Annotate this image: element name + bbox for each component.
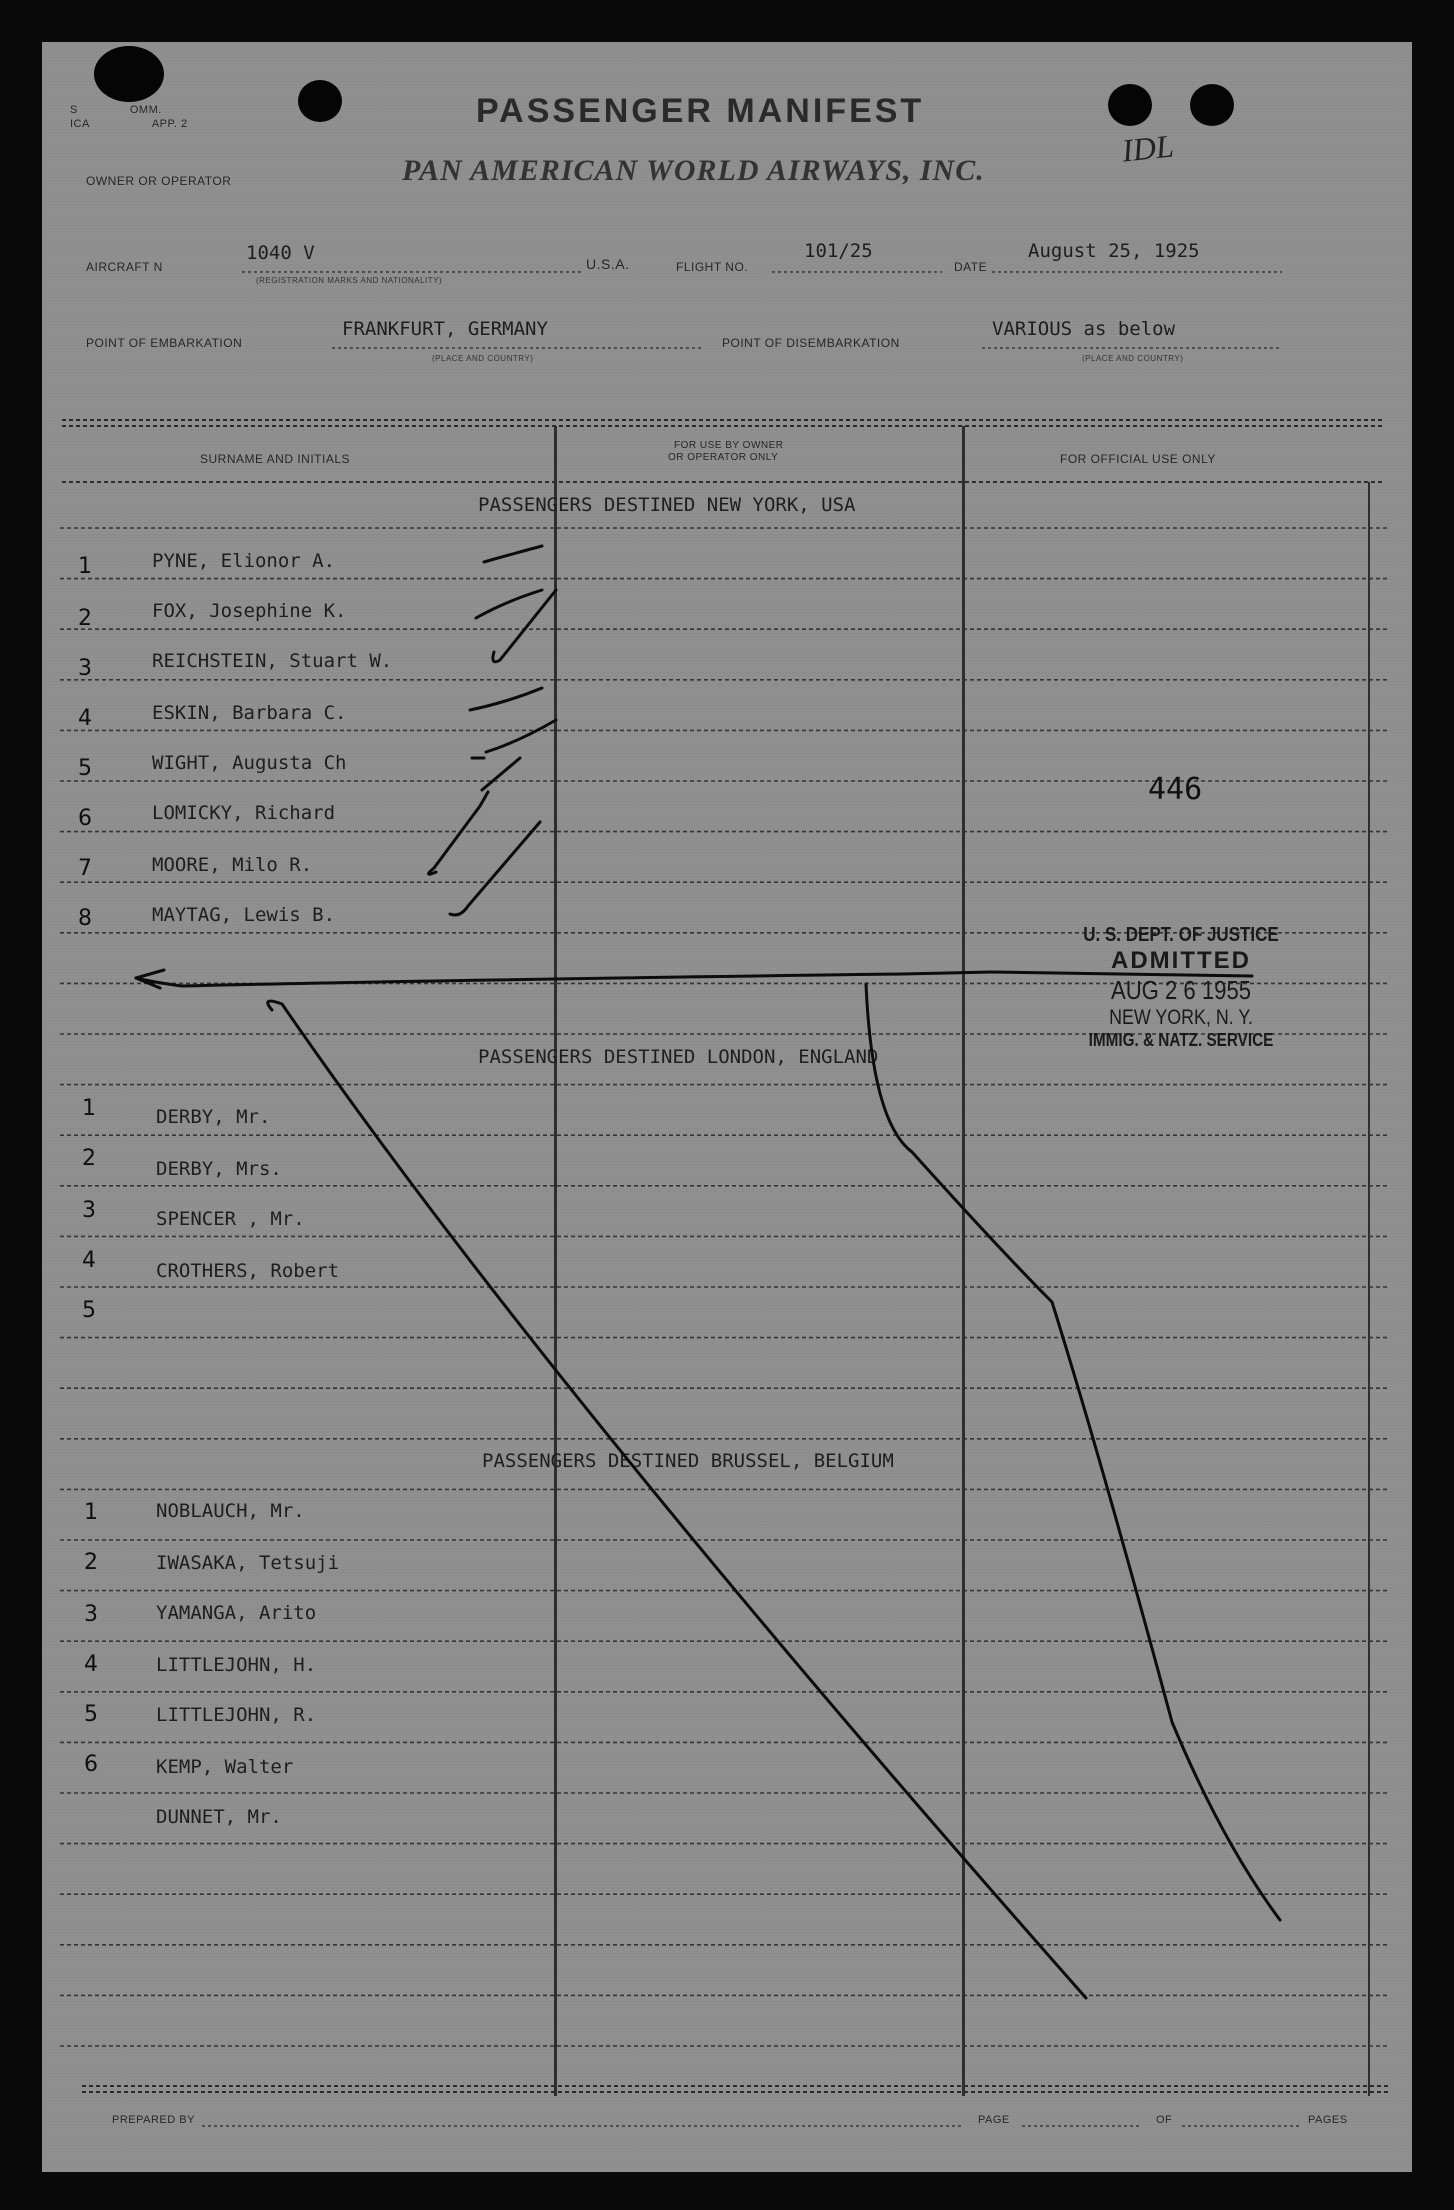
passenger-name: IWASAKA, Tetsuji — [156, 1552, 340, 1574]
passenger-name: ESKIN, Barbara C. — [152, 702, 347, 724]
passenger-name: MOORE, Milo R. — [152, 854, 313, 876]
passenger-name: LOMICKY, Richard — [152, 802, 336, 824]
passenger-name: CROTHERS, Robert — [156, 1260, 340, 1282]
margin-note: IDL — [1120, 127, 1176, 169]
stamp-line: ADMITTED — [1111, 947, 1251, 974]
passenger-name: FOX, Josephine K. — [152, 600, 347, 622]
column-owner-use-1: FOR USE BY OWNER — [674, 440, 784, 451]
row-number: 5 — [84, 1702, 98, 1727]
prepared-label: PREPARED BY — [112, 2114, 195, 2126]
row-number: 2 — [84, 1550, 98, 1575]
manifest-sheet — [42, 42, 1412, 2172]
usa-label: U.S.A. — [586, 256, 630, 272]
row-number: 8 — [78, 906, 92, 931]
aircraft-sub: (REGISTRATION MARKS AND NATIONALITY) — [256, 276, 443, 285]
row-number: 4 — [82, 1248, 96, 1273]
section-heading-new-york: PASSENGERS DESTINED NEW YORK, USA — [478, 494, 856, 516]
passenger-name: LITTLEJOHN, H. — [156, 1654, 317, 1676]
stamp-line: IMMIG. & NATZ. SERVICE — [1088, 1030, 1274, 1050]
column-surname: SURNAME AND INITIALS — [200, 452, 351, 466]
flight-value: 101/25 — [804, 240, 873, 262]
column-divider — [1368, 482, 1370, 2096]
passenger-name: KEMP, Walter — [156, 1756, 294, 1778]
admission-stamp — [1056, 924, 1306, 1051]
date-label: DATE — [954, 260, 988, 274]
form-id-line2: ICA APP. 2 — [70, 118, 188, 130]
row-number: 6 — [78, 806, 92, 831]
passenger-name: PYNE, Elionor A. — [152, 550, 336, 572]
column-divider — [554, 426, 557, 2096]
disembark-label: POINT OF DISEMBARKATION — [722, 336, 900, 350]
row-number: 3 — [84, 1602, 98, 1627]
row-number: 2 — [78, 606, 92, 631]
row-number: 4 — [84, 1652, 98, 1677]
row-number: 4 — [78, 706, 92, 731]
embark-value: FRANKFURT, GERMANY — [342, 318, 548, 340]
form-id-line1: S OMM. — [70, 104, 162, 116]
aircraft-label: AIRCRAFT N — [86, 260, 163, 274]
passenger-name: SPENCER , Mr. — [156, 1208, 305, 1230]
row-number: 7 — [78, 856, 92, 881]
row-number: 2 — [82, 1146, 96, 1171]
column-owner-use-2: OR OPERATOR ONLY — [668, 452, 779, 463]
row-number: 5 — [78, 756, 92, 781]
column-divider — [962, 426, 965, 2096]
row-number: 1 — [82, 1096, 96, 1121]
passenger-name: DERBY, Mr. — [156, 1106, 271, 1128]
disembark-value: VARIOUS as below — [992, 318, 1176, 340]
row-number: 3 — [78, 656, 92, 681]
aircraft-value: 1040 V — [246, 242, 315, 264]
page-title: PASSENGER MANIFEST — [476, 92, 925, 130]
row-number: 6 — [84, 1752, 98, 1777]
section-heading-brussel: PASSENGERS DESTINED BRUSSEL, BELGIUM — [482, 1450, 894, 1472]
passenger-name: LITTLEJOHN, R. — [156, 1704, 317, 1726]
row-number: 1 — [78, 554, 92, 579]
owner-value: PAN AMERICAN WORLD AIRWAYS, INC. — [402, 154, 985, 187]
passenger-name: MAYTAG, Lewis B. — [152, 904, 336, 926]
date-value: August 25, 1925 — [1028, 240, 1200, 262]
passenger-name: DUNNET, Mr. — [156, 1806, 282, 1828]
official-number: 446 — [1148, 772, 1203, 807]
flight-label: FLIGHT NO. — [676, 260, 749, 274]
stamp-line: U. S. DEPT. OF JUSTICE — [1083, 924, 1279, 946]
pages-label: PAGES — [1308, 2114, 1348, 2126]
passenger-name: DERBY, Mrs. — [156, 1158, 282, 1180]
stamp-line: NEW YORK, N. Y. — [1109, 1006, 1253, 1029]
row-number: 5 — [82, 1298, 96, 1323]
row-number: 1 — [84, 1500, 98, 1525]
embark-label: POINT OF EMBARKATION — [86, 336, 243, 350]
owner-label: OWNER OR OPERATOR — [86, 174, 232, 188]
embark-sub: (PLACE AND COUNTRY) — [432, 354, 534, 363]
page-label: PAGE — [978, 2114, 1010, 2126]
passenger-name: NOBLAUCH, Mr. — [156, 1500, 305, 1522]
disembark-sub: (PLACE AND COUNTRY) — [1082, 354, 1184, 363]
passenger-name: YAMANGA, Arito — [156, 1602, 317, 1624]
passenger-name: REICHSTEIN, Stuart W. — [152, 650, 393, 672]
row-number: 3 — [82, 1198, 96, 1223]
of-label: OF — [1156, 2114, 1173, 2126]
section-heading-london: PASSENGERS DESTINED LONDON, ENGLAND — [478, 1046, 879, 1068]
stamp-date: AUG 2 6 1955 — [1110, 975, 1252, 1005]
column-official: FOR OFFICIAL USE ONLY — [1060, 452, 1216, 466]
passenger-name: WIGHT, Augusta Ch — [152, 752, 347, 774]
